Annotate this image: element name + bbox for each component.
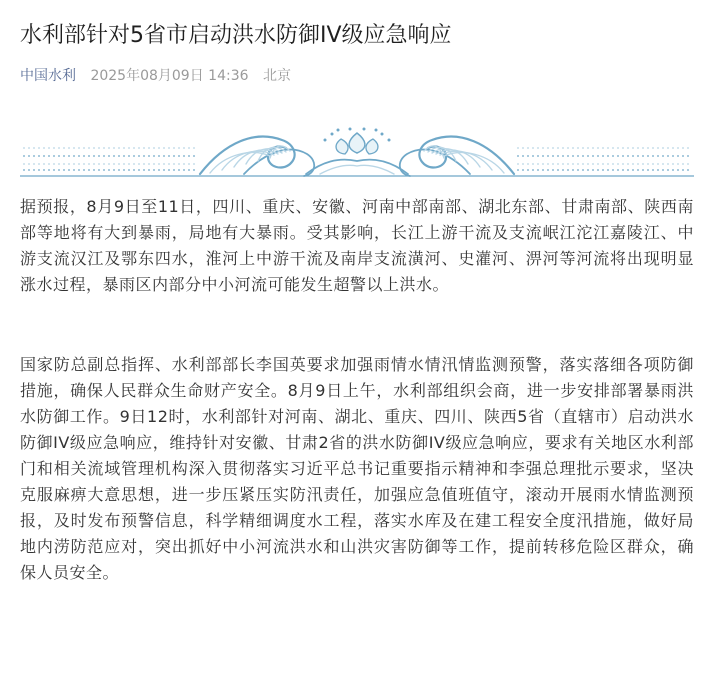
article-location: 北京: [262, 68, 291, 84]
article-source-link[interactable]: 中国水利: [20, 68, 76, 84]
article-body: [20, 194, 694, 586]
paragraph-1: 据预报，8月9日至11日，四川、重庆、安徽、河南中部南部、湖北东部、甘肃南部、陕西南部等地将有大到暴雨，局地有大暴雨。受其影响，长江上游干流及支流岷江沱江嘉陵江、中游支流汉江及鄂东四水，淮河上中游干流及南岸支流潢河、史灌河、淠河等河流将出现明显涨水过程，暴雨区内部分中小河流可能发生超警以上洪水。: [20, 197, 694, 294]
wave-pattern-icon: [20, 126, 694, 182]
article-title: 水利部针对5省市启动洪水防御IV级应急响应: [20, 23, 452, 48]
article-meta: [20, 64, 694, 88]
paragraph-2: 国家防总副总指挥、水利部部长李国英要求加强雨情水情汛情监测预警，落实落细各项防御措施，确保人民群众生命财产安全。8月9日上午，水利部组织会商，进一步安排部署暴雨洪水防御工作。9日12时，水利部针对河南、湖北、重庆、四川、陕西5省（直辖市）启动洪水防御IV级应急响应，维持针对安徽、甘肃2省的洪水防御IV级应急响应，要求有关地区水利部门和相关流域管理机构深入贯彻落实习近平总书记重要指示精神和李强总理批示要求，坚决克服麻痹大意思想，进一步压紧压实防汛责任，加强应急值班值守，滚动开展雨水情监测预报，及时发布预警信息，科学精细调度水工程，落实水库及在建工程安全度汛措施，做好局地内涝防范应对，突出抓好中小河流洪水和山洪灾害防御等工作，提前转移危险区群众，确保人员安全。: [20, 355, 694, 582]
article-datetime: 2025年08月09日 14:36: [90, 68, 249, 84]
